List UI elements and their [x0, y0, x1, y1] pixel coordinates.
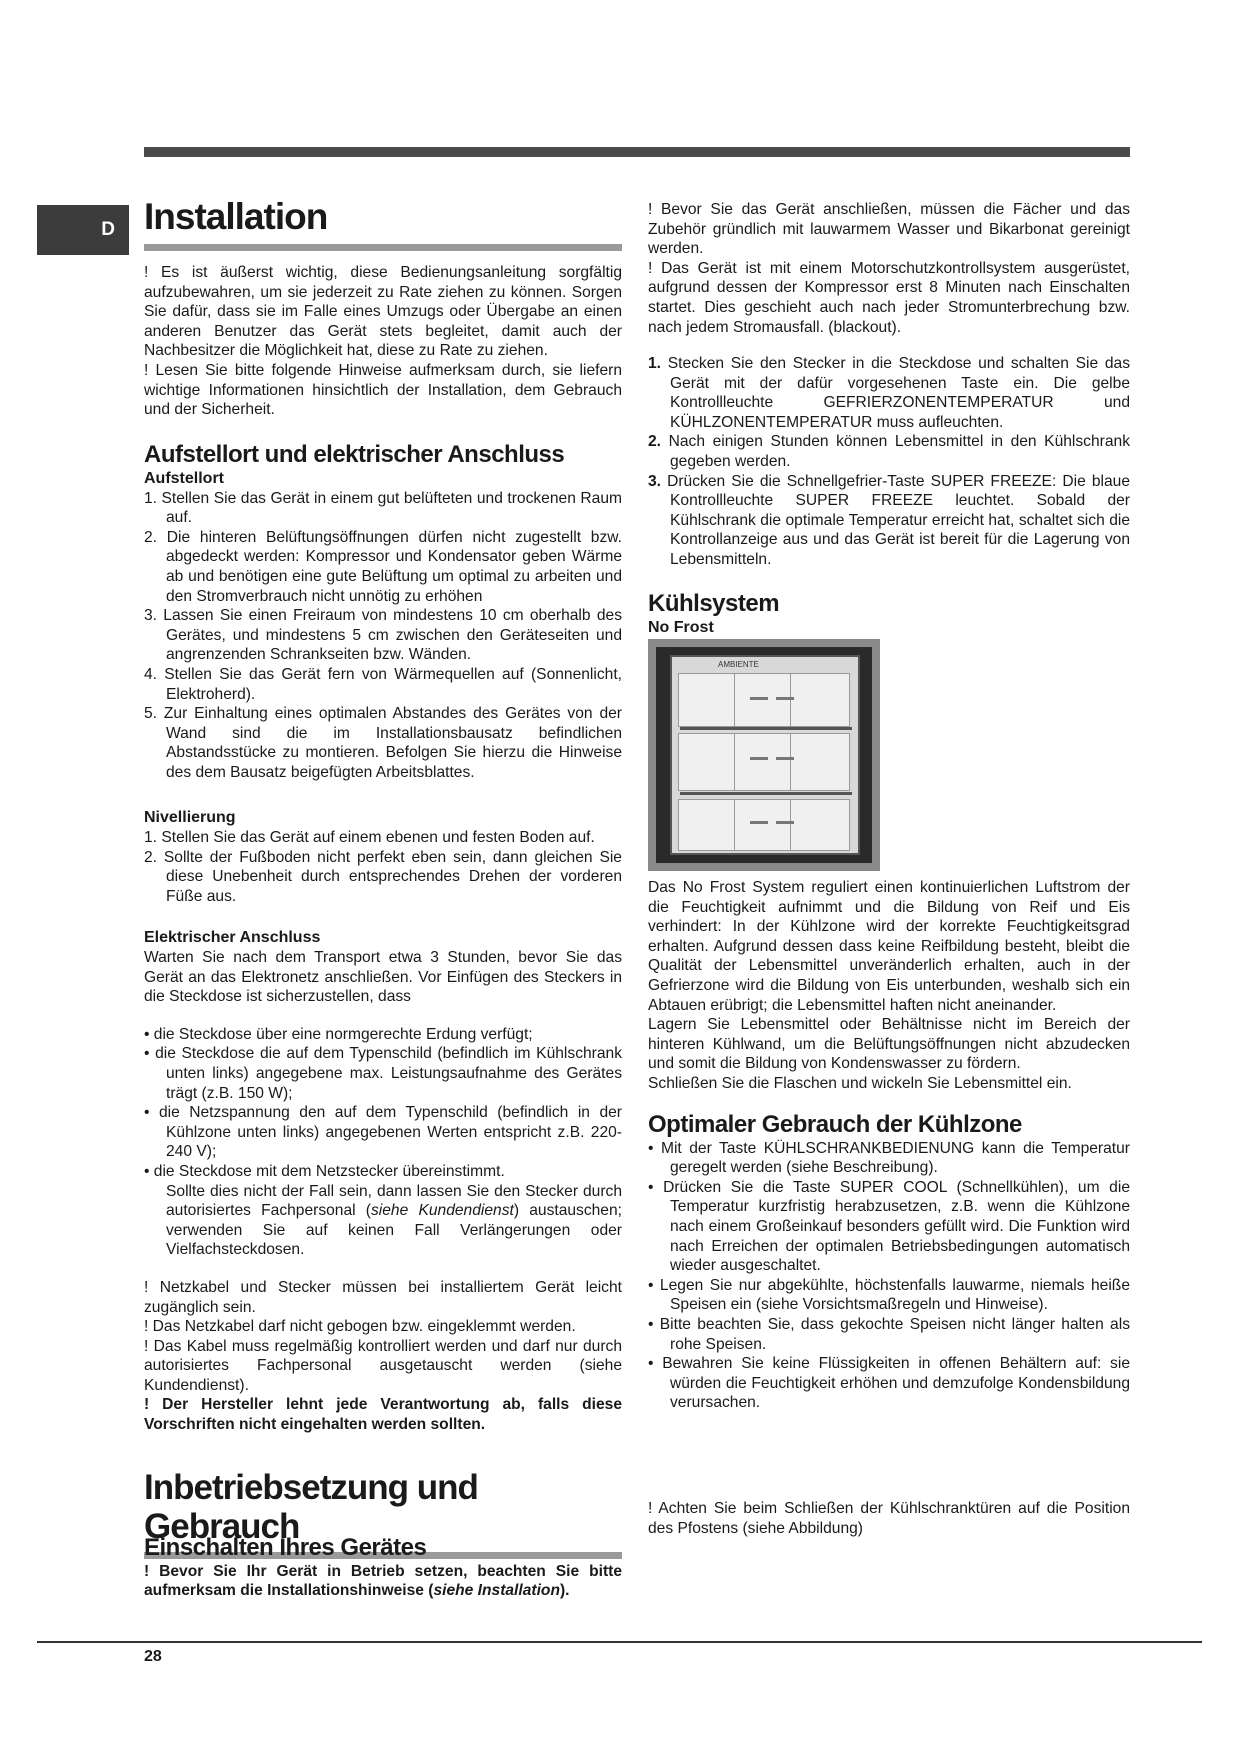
optimal-heading: Optimaler Gebrauch der Kühlzone: [648, 1111, 1022, 1138]
list-item: 1. Stellen Sie das Gerät auf einem ebenen und festen Boden auf.: [144, 829, 595, 846]
list-item: • die Netzspannung den auf dem Typenschild (befindlich in der Kühlzone unten links) angegebenen Werten entspricht z.B. 220-240 V);: [144, 1104, 622, 1161]
installation-reference: siehe Installation: [433, 1582, 560, 1600]
kuehlsystem-heading: Kühlsystem: [648, 590, 780, 617]
aufstellort-section: [144, 441, 622, 783]
list-item: 2. Sollte der Fußboden nicht perfekt eben sein, dann gleichen Sie diese Unebenheit durch entsprechendes Drehen der vorderen Füße aus.: [144, 848, 622, 905]
installation-section: [144, 197, 622, 251]
header-bar: [144, 147, 1130, 157]
list-item: [648, 432, 1130, 471]
optimal-section: [648, 1111, 1130, 1413]
list-item: • Mit der Taste KÜHLSCHRANKBEDIENUNG kann die Temperatur geregelt werden (siehe Beschreibung).: [648, 1139, 1130, 1177]
aufstellort-subheading: Aufstellort: [144, 469, 224, 487]
note-text: ).: [559, 1582, 570, 1600]
list-item: • die Steckdose die auf dem Typenschild (befindlich im Kühlschrank unten links) angegebene max. Leistungsaufnahme des Gerätes trägt (z.B. 150 W);: [144, 1045, 622, 1102]
nofrost-illustration: [648, 639, 880, 871]
language-tab: D: [37, 205, 129, 255]
intro-paragraph-1: ! Es ist äußerst wichtig, diese Bedienungsanleitung sorgfältig aufzubewahren, um sie jederzeit zu Rate ziehen zu können. Sorgen Sie dafür, dass sie im Falle eines Umzugs oder Übergabe an einen anderen Benutzer das Gerät stets begleitet, damit auch der Nachbesitzer die Möglichkeit hat, diese zu Rate zu ziehen.: [144, 264, 622, 360]
step-text: Drücken Sie die Schnellgefrier-Taste SUPER FREEZE: Die blaue Kontrollleuchte SUPER FREEZE leuchtet. Sobald der Kühlschrank die optimale Temperatur erreicht hat, schaltet sich die Kontrollanzeige aus und das Gerät ist bereit für die Lagerung von Lebensmitteln.: [661, 472, 1130, 568]
elektrisch-intro: Warten Sie nach dem Transport etwa 3 Stunden, bevor Sie das Gerät an das Elektronetz anschließen. Vor Einfügen des Steckers in die Steckdose ist sicherzustellen, dass: [144, 949, 622, 1006]
installation-intro: [144, 263, 622, 420]
list-item: 4. Stellen Sie das Gerät fern von Wärmequellen auf (Sonnenlicht, Elektroherd).: [144, 665, 622, 703]
step-number: 3.: [648, 472, 662, 490]
step-number: 1.: [648, 355, 662, 372]
warning-motor: ! Das Gerät ist mit einem Motorschutzkontrollsystem ausgerüstet, aufgrund dessen der Kompressor erst 8 Minuten nach Einschalten startet. Dies geschieht auch nach jeder Stromunterbrechung bzw. nach jedem Stromausfall. (blackout).: [648, 259, 1130, 336]
title-rule: [144, 244, 622, 251]
warning-4: ! Der Hersteller lehnt jede Verantwortung ab, falls diese Vorschriften nicht eingehalten werden sollten.: [144, 1396, 622, 1434]
elektrisch-heading: Elektrischer Anschluss: [144, 929, 321, 946]
list-item: • die Steckdose über eine normgerechte Erdung verfügt;: [144, 1025, 533, 1043]
warning-3: ! Das Kabel muss regelmäßig kontrolliert werden und darf nur durch autorisiertes Fachpersonal ausgetauscht werden (siehe Kundendienst).: [144, 1337, 622, 1394]
optimal-bullets: [648, 1139, 1130, 1413]
step-number: 2.: [648, 433, 662, 451]
intro-paragraph-2: ! Lesen Sie bitte folgende Hinweise aufmerksam durch, sie liefern wichtige Informationen hinsichtlich der Installation, dem Gebrauch und der Sicherheit.: [144, 361, 622, 419]
einschalten-steps: [648, 354, 1130, 570]
step-text: Stecken Sie den Stecker in die Steckdose und schalten Sie das Gerät mit der dafür vorgesehenen Taste ein. Die gelbe Kontrollleuchte GEFRIERZONENTEMPERATUR und KÜHLZONENTEMPERATUR muss aufleuchten.: [661, 355, 1130, 431]
nofrost-paragraph-2: Lagern Sie Lebensmittel oder Behältnisse nicht im Bereich der hinteren Kühlwand, um die Belüftungsöffnungen nicht abzudecken und somit die Bildung von Kondenswasser zu fördern.: [648, 1016, 1130, 1073]
elektrisch-note: [144, 1182, 622, 1260]
list-item: • die Steckdose mit dem Netzstecker übereinstimmt.: [144, 1162, 505, 1180]
shelf: [680, 792, 852, 795]
list-item: 2. Die hinteren Belüftungsöffnungen dürfen nicht zugestellt bzw. abgedeckt werden: Kompressor und Kondensator geben Wärme ab und benötigen eine gute Belüftung um optimal zu arbeiten und den Stromverbrauch nicht unnötig zu erhöhen: [144, 528, 622, 605]
list-item: • Bitte beachten Sie, dass gekochte Speisen nicht länger halten als rohe Speisen.: [648, 1315, 1130, 1353]
warning-clean: ! Bevor Sie das Gerät anschließen, müssen die Fächer und das Zubehör gründlich mit lauwarmem Wasser und Bikarbonat gereinigt werden.: [648, 201, 1130, 258]
nofrost-paragraph-3: Schließen Sie die Flaschen und wickeln Sie Lebensmittel ein.: [648, 1074, 1072, 1092]
nivellierung-list: [144, 828, 622, 906]
list-item: 3. Lassen Sie einen Freiraum von mindestens 10 cm oberhalb des Gerätes, und mindestens 5 cm zwischen den Geräteseiten und angrenzenden Schrankseiten bzw. Wänden.: [144, 607, 622, 664]
right-top-warnings: [648, 200, 1130, 337]
installation-title: Installation: [144, 196, 328, 237]
fridge-interior: [670, 655, 860, 855]
list-item: [648, 354, 1130, 432]
warning-2: ! Das Netzkabel darf nicht gebogen bzw. eingeklemmt werden.: [144, 1318, 576, 1336]
einschalten-heading: Einschalten Ihres Gerätes: [144, 1534, 427, 1561]
shelf: [680, 727, 852, 730]
list-item: • Drücken Sie die Taste SUPER COOL (Schnellkühlen), um die Temperatur kurzfristig herabzusetzen, z.B. wenn die Kühlzone nach einem Großeinkauf besonders gefüllt wird. Die Funktion wird nach Erreichen der optimalen Betriebsbedingungen automatisch wieder ausgeschaltet.: [648, 1178, 1130, 1275]
kundendienst-reference: siehe Kundendienst: [371, 1202, 514, 1220]
einschalten-note: [144, 1562, 622, 1601]
note-text: ! Bevor Sie Ihr Gerät in Betrieb setzen, beachten Sie bitte aufmerksam die Installationshinweise (: [144, 1562, 622, 1600]
list-item: [648, 472, 1130, 570]
door-note-text: ! Achten Sie beim Schließen der Kühlschranktüren auf die Position des Pfostens (siehe Abbildung): [648, 1500, 1130, 1537]
aufstellort-heading: Aufstellort und elektrischer Anschluss: [144, 441, 565, 468]
einschalten-section: [144, 1534, 622, 1601]
list-item: • Bewahren Sie keine Flüssigkeiten in offenen Behältern auf: sie würden die Feuchtigkeit erhöhen und demzufolge Kondensbildung verursachen.: [648, 1355, 1130, 1412]
door-note: [648, 1499, 1130, 1538]
kuehlsystem-text: [648, 878, 1130, 1094]
warning-1: ! Netzkabel und Stecker müssen bei installiertem Gerät leicht zugänglich sein.: [144, 1278, 622, 1316]
nofrost-paragraph-1: Das No Frost System reguliert einen kontinuierlichen Luftstrom der die Feuchtigkeit aufnimmt und die Bildung von Reif und Eis verhindert: In der Kühlzone wird der korrekte Feuchtigkeitsgrad erhalten. Aufgrund dessen dass keine Reifbildung besteht, bleibt die Qualität der Lebensmittel unveränderlich erhalten, auch in der Gefrierzone wird die Bildung von Eis unterbunden, weshalb sich ein Abtauen erübrigt; die Lebensmittel haften nicht aneinander.: [648, 879, 1130, 1014]
fridge-label: AMBIENTE: [718, 660, 759, 669]
list-item: 1. Stellen Sie das Gerät in einem gut belüfteten und trockenen Raum auf.: [144, 489, 622, 527]
footer-rule: [37, 1641, 1202, 1643]
note-text: Sollte dies nicht der Fall sein, dann lassen Sie den Stecker durch autorisiertes Fachpersonal (: [166, 1182, 622, 1220]
kuehlsystem-section: [648, 590, 1130, 638]
elektrisch-section: [144, 928, 622, 1435]
step-text: Nach einigen Stunden können Lebensmittel in den Kühlschrank gegeben werden.: [661, 433, 1130, 470]
elektrisch-bullets: [144, 1025, 622, 1182]
nivellierung-section: [144, 808, 622, 906]
steps-list: [648, 354, 1130, 570]
list-item: • Legen Sie nur abgekühlte, höchstenfalls lauwarme, niemals heiße Speisen ein (siehe Vorsichtsmaßregeln und Hinweise).: [648, 1276, 1130, 1314]
note-text: ) austauschen; verwenden Sie auf keinen Fall Verlängerungen oder Vielfachsteckdosen.: [166, 1202, 622, 1259]
aufstellort-list: [144, 489, 622, 783]
nivellierung-heading: Nivellierung: [144, 809, 236, 826]
page-number: 28: [144, 1648, 162, 1665]
kuehlsystem-subheading: No Frost: [648, 618, 714, 636]
inbetrieb-title: Inbetriebsetzung und Gebrauch: [144, 1468, 478, 1546]
list-item: 5. Zur Einhaltung eines optimalen Abstandes des Gerätes von der Wand sind die im Installationsbausatz befindlichen Abstandsstücke zu montieren. Befolgen Sie hierzu die Hinweise des dem Bausatz beigefügten Arbeitsblattes.: [144, 705, 622, 781]
